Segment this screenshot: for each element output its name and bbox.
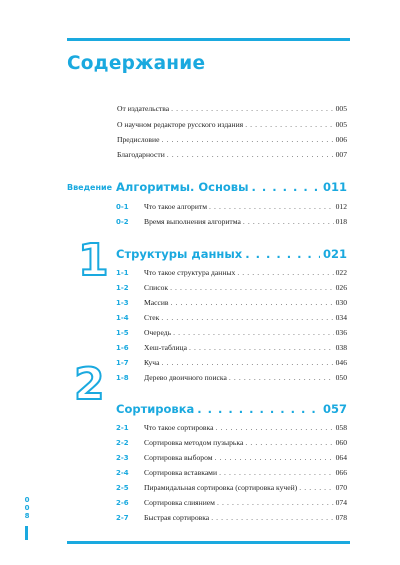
side-page-digit: 0 — [24, 496, 30, 504]
toc-entry-label: Благодарности — [117, 150, 165, 159]
toc-entry-label: Хеш-таблица — [144, 343, 187, 352]
toc-entry-page: 070 — [335, 483, 347, 492]
toc-entry-page: 036 — [335, 328, 347, 337]
section-number: 2-7 — [116, 514, 129, 522]
toc-entry-label: Стек — [144, 313, 160, 322]
toc-entry-page: 030 — [335, 298, 347, 307]
toc-entry-page: 066 — [335, 468, 347, 477]
section-number: 1-5 — [116, 329, 129, 337]
toc-entry-acknowledgements[interactable] — [117, 149, 347, 161]
toc-entry-editor[interactable] — [117, 119, 347, 131]
side-page-number — [21, 496, 33, 520]
toc-entry-label: Пирамидальная сортировка (сортировка кучей) — [144, 483, 298, 492]
toc-entry-label: Что такое алгоритм — [144, 202, 208, 211]
toc-entry-page: 078 — [335, 513, 347, 522]
section-number: 2-6 — [116, 499, 129, 507]
toc-entry-page: 026 — [335, 283, 347, 292]
section-number: 1-8 — [116, 374, 129, 382]
toc-entry-label: Дерево двоичного поиска — [144, 373, 227, 382]
toc-entry[interactable] — [144, 372, 347, 384]
chapter-1-number: 1 — [78, 235, 109, 286]
toc-entry-label: Список — [144, 283, 169, 292]
toc-entry[interactable] — [144, 216, 347, 228]
chapter-page: 057 — [322, 402, 347, 416]
chapter-title: Структуры данных — [116, 247, 243, 261]
toc-entry[interactable] — [144, 482, 347, 494]
toc-entry-page: 034 — [335, 313, 347, 322]
intro-heading[interactable] — [116, 180, 347, 198]
toc-entry-page: 005 — [335, 120, 347, 129]
toc-entry-label: Сортировка методом пузырька — [144, 438, 244, 447]
toc-entry-label: Сортировка слиянием — [144, 498, 215, 507]
section-number: 2-5 — [116, 484, 129, 492]
section-number: 2-1 — [116, 424, 129, 432]
section-number: 1-1 — [116, 269, 129, 277]
toc-entry-label: О научном редакторе русского издания — [117, 120, 244, 129]
bottom-rule — [67, 541, 350, 544]
toc-entry-page: 038 — [335, 343, 347, 352]
toc-entry-page: 007 — [335, 150, 347, 159]
side-marker — [25, 526, 28, 540]
side-page-digit: 0 — [24, 504, 30, 512]
toc-entry-label: От издательства — [117, 104, 170, 113]
toc-entry[interactable] — [144, 467, 347, 479]
toc-entry-label: Очередь — [144, 328, 172, 337]
toc-entry[interactable] — [144, 342, 347, 354]
section-number: 0-2 — [116, 218, 129, 226]
chapter-title: Сортировка — [116, 402, 195, 416]
section-number: 2-2 — [116, 439, 129, 447]
toc-entry-page: 064 — [335, 453, 347, 462]
toc-entry[interactable] — [144, 282, 347, 294]
toc-entry[interactable] — [144, 312, 347, 324]
toc-entry-page: 074 — [335, 498, 347, 507]
toc-entry-page: 046 — [335, 358, 347, 367]
section-number: 0-1 — [116, 203, 129, 211]
chapter-2-number: 2 — [74, 359, 105, 410]
toc-entry-page: 006 — [335, 135, 347, 144]
toc-entry-label: Сортировка выбором — [144, 453, 213, 462]
toc-entry[interactable] — [144, 422, 347, 434]
toc-entry[interactable] — [144, 452, 347, 464]
toc-entry-page: 022 — [335, 268, 347, 277]
toc-entry[interactable] — [144, 512, 347, 524]
toc-entry[interactable] — [144, 327, 347, 339]
toc-entry-preface[interactable] — [117, 134, 347, 146]
chapter-page: 021 — [322, 247, 347, 261]
intro-label: Введение — [67, 183, 113, 192]
toc-entry-label: Сортировка вставками — [144, 468, 218, 477]
top-rule — [67, 38, 350, 41]
toc-entry-page: 060 — [335, 438, 347, 447]
toc-entry[interactable] — [144, 437, 347, 449]
chapter-1-heading[interactable] — [116, 247, 347, 265]
toc-entry-page: 012 — [335, 202, 347, 211]
toc-entry-label: Что такое сортировка — [144, 423, 214, 432]
section-number: 1-2 — [116, 284, 129, 292]
section-number: 2-4 — [116, 469, 129, 477]
chapter-2-heading[interactable] — [116, 402, 347, 420]
section-number: 1-7 — [116, 359, 129, 367]
toc-entry[interactable] — [144, 201, 347, 213]
toc-entry-label: Массив — [144, 298, 169, 307]
chapter-page: 011 — [322, 180, 347, 194]
toc-entry-page: 018 — [335, 217, 347, 226]
section-number: 1-4 — [116, 314, 129, 322]
toc-entry-label: Время выполнения алгоритма — [144, 217, 241, 226]
toc-entry[interactable] — [144, 267, 347, 279]
toc-entry-page: 005 — [335, 104, 347, 113]
toc-entry[interactable] — [144, 297, 347, 309]
page-title: Содержание — [67, 53, 206, 74]
toc-entry[interactable] — [144, 497, 347, 509]
toc-entry[interactable] — [144, 357, 347, 369]
section-number: 2-3 — [116, 454, 129, 462]
toc-entry-label: Быстрая сортировка — [144, 513, 210, 522]
toc-entry-label: Что такое структура данных — [144, 268, 236, 277]
toc-entry-label: Куча — [144, 358, 160, 367]
toc-entry-page: 050 — [335, 373, 347, 382]
toc-entry-page: 058 — [335, 423, 347, 432]
chapter-title: Алгоритмы. Основы — [116, 180, 249, 194]
section-number: 1-6 — [116, 344, 129, 352]
toc-entry-publisher[interactable] — [117, 103, 347, 115]
section-number: 1-3 — [116, 299, 129, 307]
side-page-digit: 8 — [24, 512, 30, 520]
toc-entry-label: Предисловие — [117, 135, 160, 144]
